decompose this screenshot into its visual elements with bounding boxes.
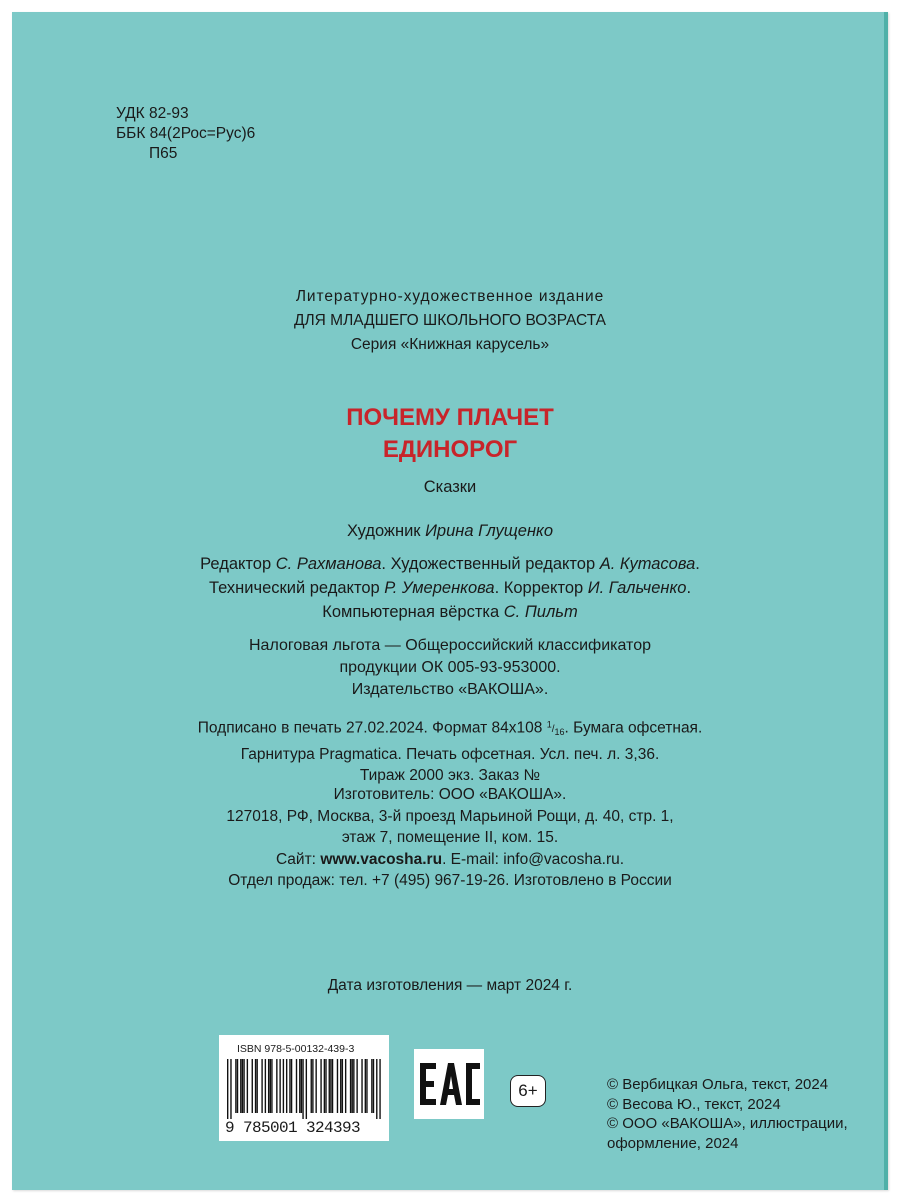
printing-line1-start: Подписано в печать 27.02.2024. Формат 84x108 [197,719,543,737]
artist-name: Ирина Глущенко [425,522,554,540]
site-label: Сайт: [275,850,316,868]
tax-line1: Налоговая льгота — Общероссийский классификатор [249,637,651,654]
editor-name: С. Рахманова [275,555,382,573]
imprint-page [12,12,888,1190]
format-denominator: 16 [554,727,565,738]
barcode-digits: 9 785001 324393 [225,1119,361,1137]
classification-codes [116,104,255,164]
copyright-block [607,1075,848,1153]
manufacturer-line3: этаж 7, помещение II, ком. 15. [341,829,559,846]
period: . [686,579,692,597]
editor-label: Редактор [200,555,272,573]
tax-line2: продукции ОК 005-93-953000. [339,659,561,676]
manufacturer-info [12,784,888,892]
production-date: Дата изготовления — март 2024 г. [327,977,573,994]
editors-line2 [12,576,888,600]
tech-editor-label: Технический редактор [208,579,380,597]
sales-line: Отдел продаж: тел. +7 (495) 967-19-26. Изготовлено в России [228,872,672,889]
bbk-code: ББК 84(2Рос=Рус)6 [116,125,256,142]
artist-label: Художник [346,522,421,540]
isbn-label: ISBN 978-5-00132-439-3 [237,1043,355,1055]
barcode-bars [227,1059,381,1119]
copyright-line4: оформление, 2024 [607,1134,739,1152]
art-editor-name: А. Кутасова [599,555,696,573]
site-link[interactable]: www.vacosha.ru [320,850,443,868]
eac-mark [414,1049,484,1119]
editors-line1 [12,552,888,576]
book-genre: Сказки [423,478,477,496]
layout-name: С. Пильт [503,603,578,621]
printing-line1-end: . Бумага офсетная. [564,719,703,737]
tax-info [12,635,888,701]
corrector-label: . Корректор [494,579,584,597]
isbn-barcode [219,1035,389,1141]
email-text: . E-mail: info@vacosha.ru. [442,850,625,868]
book-title-line1: ПОЧЕМУ ПЛАЧЕТ [346,404,554,431]
layout-label: Компьютерная вёрстка [322,603,500,621]
manufacturer-contacts [12,849,888,871]
format-fraction: $^1/_{16}$ [546,720,565,738]
format-numerator: 1 [546,720,552,730]
edition-series: Серия «Книжная карусель» [350,336,550,353]
manufacturer-line1: Изготовитель: ООО «ВАКОША». [333,786,567,803]
edition-info [12,285,888,357]
udk-code: УДК 82-93 [116,105,189,122]
book-title-line2: ЕДИНОРОГ [382,436,518,463]
editors-credits [12,552,888,624]
printing-info [12,715,888,787]
corrector-name: И. Гальченко [587,579,687,597]
copyright-line1: © Вербицкая Ольга, текст, 2024 [607,1076,829,1093]
editors-line3 [12,600,888,624]
age-rating-badge: 6+ [510,1075,546,1107]
printing-line3: Тираж 2000 экз. Заказ № [359,767,541,785]
eac-icon [414,1049,484,1119]
printing-line1 [12,715,888,744]
tax-line3: Издательство «ВАКОША». [351,681,549,698]
copyright-line2: © Весова Ю., текст, 2024 [607,1095,781,1113]
book-title [12,402,888,466]
edition-audience: ДЛЯ МЛАДШЕГО ШКОЛЬНОГО ВОЗРАСТА [294,312,606,329]
copyright-line3: © ООО «ВАКОША», иллюстрации, [607,1115,848,1132]
tech-editor-name: Р. Умеренкова [384,579,495,597]
author-mark: П65 [149,145,178,162]
art-editor-label: . Художественный редактор [381,555,596,573]
edition-kind: Литературно-художественное издание [295,288,605,305]
period: . [695,555,700,573]
printing-line2: Гарнитура Pragmatica. Печать офсетная. Усл. печ. л. 3,36. [240,745,660,763]
manufacturer-line2: 127018, РФ, Москва, 3-й проезд Марьиной Рощи, д. 40, стр. 1, [226,807,674,825]
artist-credit [12,520,888,542]
